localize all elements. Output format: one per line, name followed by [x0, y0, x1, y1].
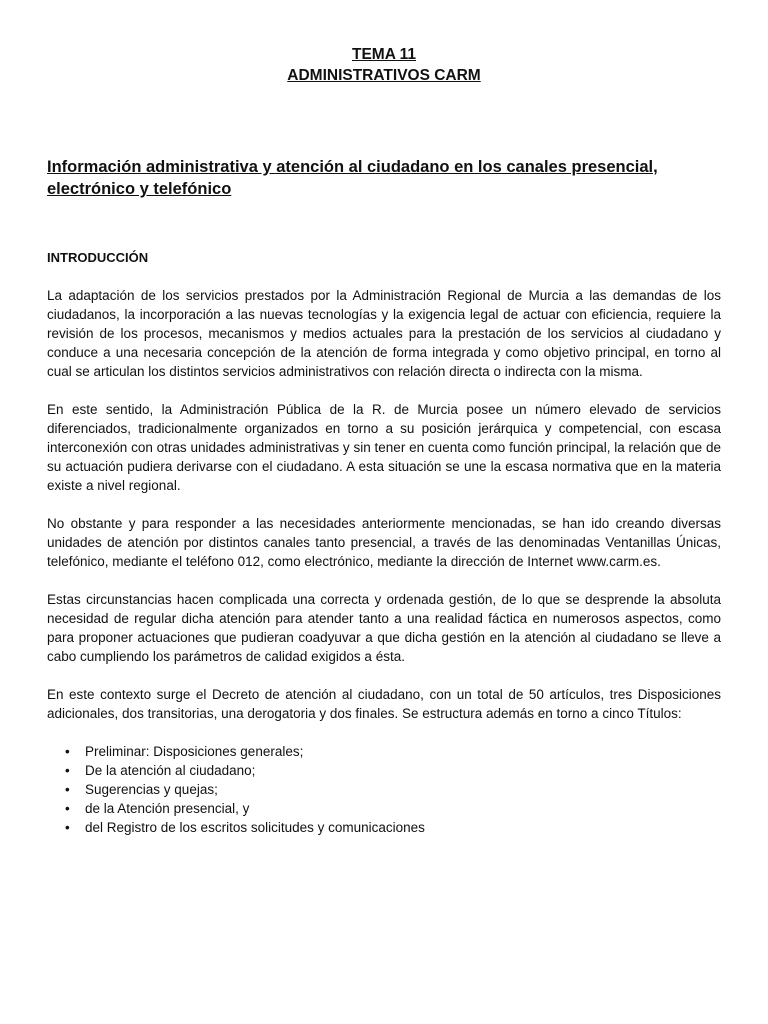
topic-heading: Información administrativa y atención al ciudadano en los canales presencial, electrónico y telefónico	[47, 158, 658, 198]
list-item	[65, 818, 721, 837]
section-title: INTRODUCCIÓN	[47, 250, 149, 265]
bullet-icon: •	[65, 744, 70, 759]
title-line-1: TEMA 11	[351, 46, 417, 63]
paragraph: En este sentido, la Administración Pública de la R. de Murcia posee un número elevado de servicios diferenciados, tradicionalmente organizados en torno a su posición jerárquica y competencial, con escasa interconexión con otras unidades administrativas y sin tener en cuenta como función principal, la relación que de su actuación pudiera derivarse con el ciudadano. A esta situación se une la escasa normativa que en la materia existe a nivel regional.	[47, 402, 721, 493]
bullet-icon: •	[65, 801, 70, 816]
list-item	[65, 742, 721, 761]
bullet-icon: •	[65, 782, 70, 797]
paragraph: No obstante y para responder a las necesidades anteriormente mencionadas, se han ido creando diversas unidades de atención por distintos canales tanto presencial, a través de las denominadas Ventanillas Únicas, telefónico, mediante el teléfono 012, como electrónico, mediante la dirección de Internet www.carm.es.	[47, 516, 721, 569]
list-item-text: de la Atención presencial, y	[85, 801, 250, 816]
list-item-text: Sugerencias y quejas;	[85, 782, 218, 797]
list-item-text: Preliminar: Disposiciones generales;	[85, 744, 304, 759]
list-item	[65, 761, 721, 780]
bullet-icon: •	[65, 763, 70, 778]
list-item	[65, 799, 721, 818]
paragraph: Estas circunstancias hacen complicada una correcta y ordenada gestión, de lo que se desprende la absoluta necesidad de regular dicha atención para atender tanto a una realidad fáctica en numerosos aspectos, como para proponer actuaciones que pudieran coadyuvar a que dicha gestión en la atención al ciudadano se lleve a cabo cumpliendo los parámetros de calidad exigidos a ésta.	[47, 592, 721, 664]
bullet-icon: •	[65, 820, 70, 835]
title-line-2: ADMINISTRATIVOS CARM	[287, 67, 481, 84]
paragraph: La adaptación de los servicios prestados por la Administración Regional de Murcia a las demandas de los ciudadanos, la incorporación a las nuevas tecnologías y la exigencia legal de actuar con eficiencia, requiere la revisión de los procesos, mecanismos y medios actuales para la prestación de los servicios al ciudadano y conduce a una necesaria concepción de la atención de forma integrada y como objetivo principal, en torno al cual se articulan los distintos servicios administrativos con relación directa o indirecta con la misma.	[47, 288, 721, 379]
document-page	[47, 44, 721, 837]
document-title	[47, 44, 721, 86]
paragraph: En este contexto surge el Decreto de atención al ciudadano, con un total de 50 artículos, tres Disposiciones adicionales, dos transitorias, una derogatoria y dos finales. Se estructura además en torno a cinco Títulos:	[47, 687, 721, 721]
titles-list	[47, 742, 721, 837]
list-item-text: De la atención al ciudadano;	[85, 763, 256, 778]
list-item	[65, 780, 721, 799]
list-item-text: del Registro de los escritos solicitudes y comunicaciones	[85, 820, 425, 835]
